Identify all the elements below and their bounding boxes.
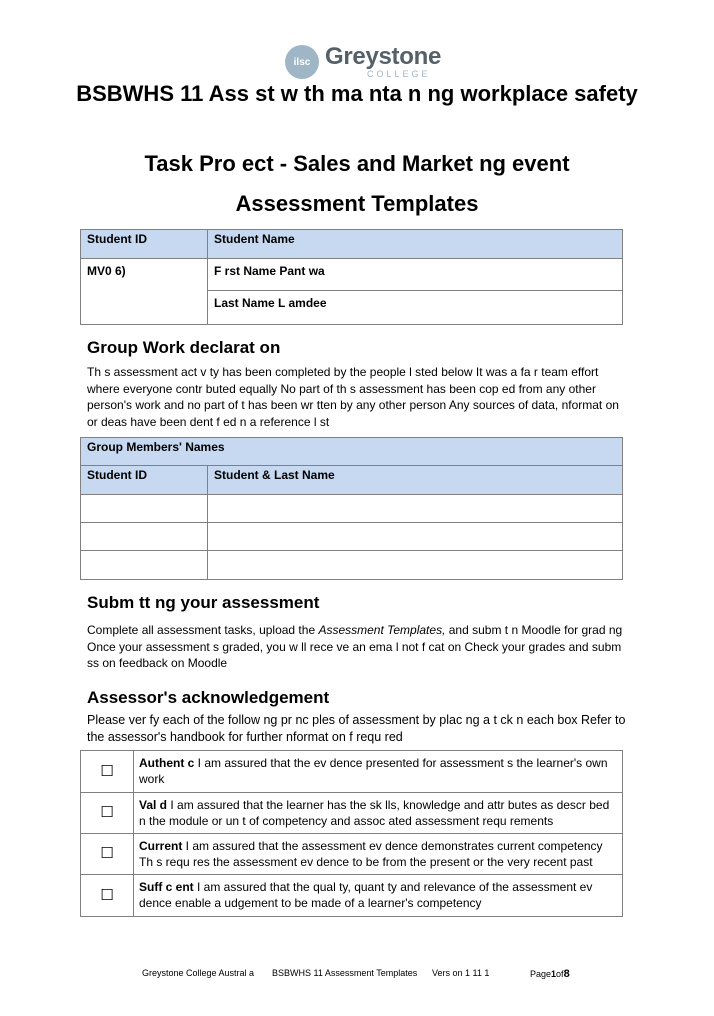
assessor-text: Please ver fy each of the follow ng pr nc ples of assessment by plac ng a t ck n each box Refer to the assessor's handbook for further nformat on f requ red	[87, 713, 626, 744]
templates-title: Assessment Templates	[235, 191, 479, 216]
member-id-cell[interactable]	[81, 551, 208, 580]
authentic-principle: Authent c I am assured that the ev dence presented for assessment s the learner's own work	[134, 751, 623, 793]
valid-principle: Val d I am assured that the learner has the sk lls, knowledge and attr butes as descr bed n the module or un t of competency and assoc ated assessment requ rements	[134, 793, 623, 834]
college-logo	[285, 42, 445, 82]
logo-name: Greystone	[325, 43, 442, 70]
assessor-checklist-table	[80, 750, 623, 917]
sufficient-checkbox[interactable]: ☐	[81, 875, 134, 917]
task-title: Task Pro ect - Sales and Market ng event	[144, 151, 570, 176]
submitting-heading: Subm tt ng your assessment	[87, 593, 320, 612]
footer-doc: BSBWHS 11 Assessment Templates	[272, 968, 418, 978]
student-id-value: MV0 6)	[81, 259, 208, 325]
footer-page-number: Page1of8	[530, 968, 570, 980]
authentic-checkbox[interactable]: ☐	[81, 751, 134, 793]
first-name-cell: F rst Name Pant wa	[208, 259, 623, 291]
valid-checkbox[interactable]: ☐	[81, 793, 134, 834]
student-details-table	[80, 229, 623, 325]
group-work-heading: Group Work declarat on	[87, 338, 281, 357]
member-id-cell[interactable]	[81, 495, 208, 523]
sufficient-principle: Suff c ent I am assured that the qual ty, quant ty and relevance of the assessment ev dence enable a udgement to be made of a learner's competency	[134, 875, 623, 917]
group-work-text: Th s assessment act v ty has been completed by the people l sted below It was a fa r team effort where everyone contr buted equally No part of th s assessment has been cop ed from any other person's work and no part of t has been wr tten by any other person Any sources of data, nformat on or deas have been dent f ed n a reference l st	[87, 365, 619, 429]
last-name-cell: Last Name L amdee	[208, 291, 623, 325]
member-name-cell[interactable]	[208, 551, 623, 580]
group-members-header: Group Members' Names	[81, 438, 623, 466]
page-footer	[142, 968, 582, 980]
member-name-header: Student & Last Name	[208, 466, 623, 495]
student-id-header: Student ID	[81, 230, 208, 259]
footer-org: Greystone College Austral a	[142, 968, 255, 978]
member-name-cell[interactable]	[208, 523, 623, 551]
member-id-cell[interactable]	[81, 523, 208, 551]
document-title: BSBWHS 11 Ass st w th ma nta n ng workplace safety	[76, 81, 638, 106]
submitting-text: Complete all assessment tasks, upload the Assessment Templates, and subm t n Moodle for grad ng Once your assessment s graded, you w ll rece ve an ema l not f cat on Check your grades and subm ss on feedback on Moodle	[87, 623, 623, 670]
current-principle: Current I am assured that the assessment ev dence demonstrates current competency Th s requ res the assessment ev dence to be from the present or the very recent past	[134, 834, 623, 875]
group-members-table	[80, 437, 623, 580]
logo-subtitle: COLLEGE	[367, 69, 431, 79]
current-checkbox[interactable]: ☐	[81, 834, 134, 875]
member-id-header: Student ID	[81, 466, 208, 495]
logo-badge: ilsc	[285, 45, 319, 79]
student-name-header: Student Name	[208, 230, 623, 259]
member-name-cell[interactable]	[208, 495, 623, 523]
footer-version: Vers on 1 11 1	[432, 968, 490, 978]
assessor-heading: Assessor's acknowledgement	[87, 688, 330, 707]
